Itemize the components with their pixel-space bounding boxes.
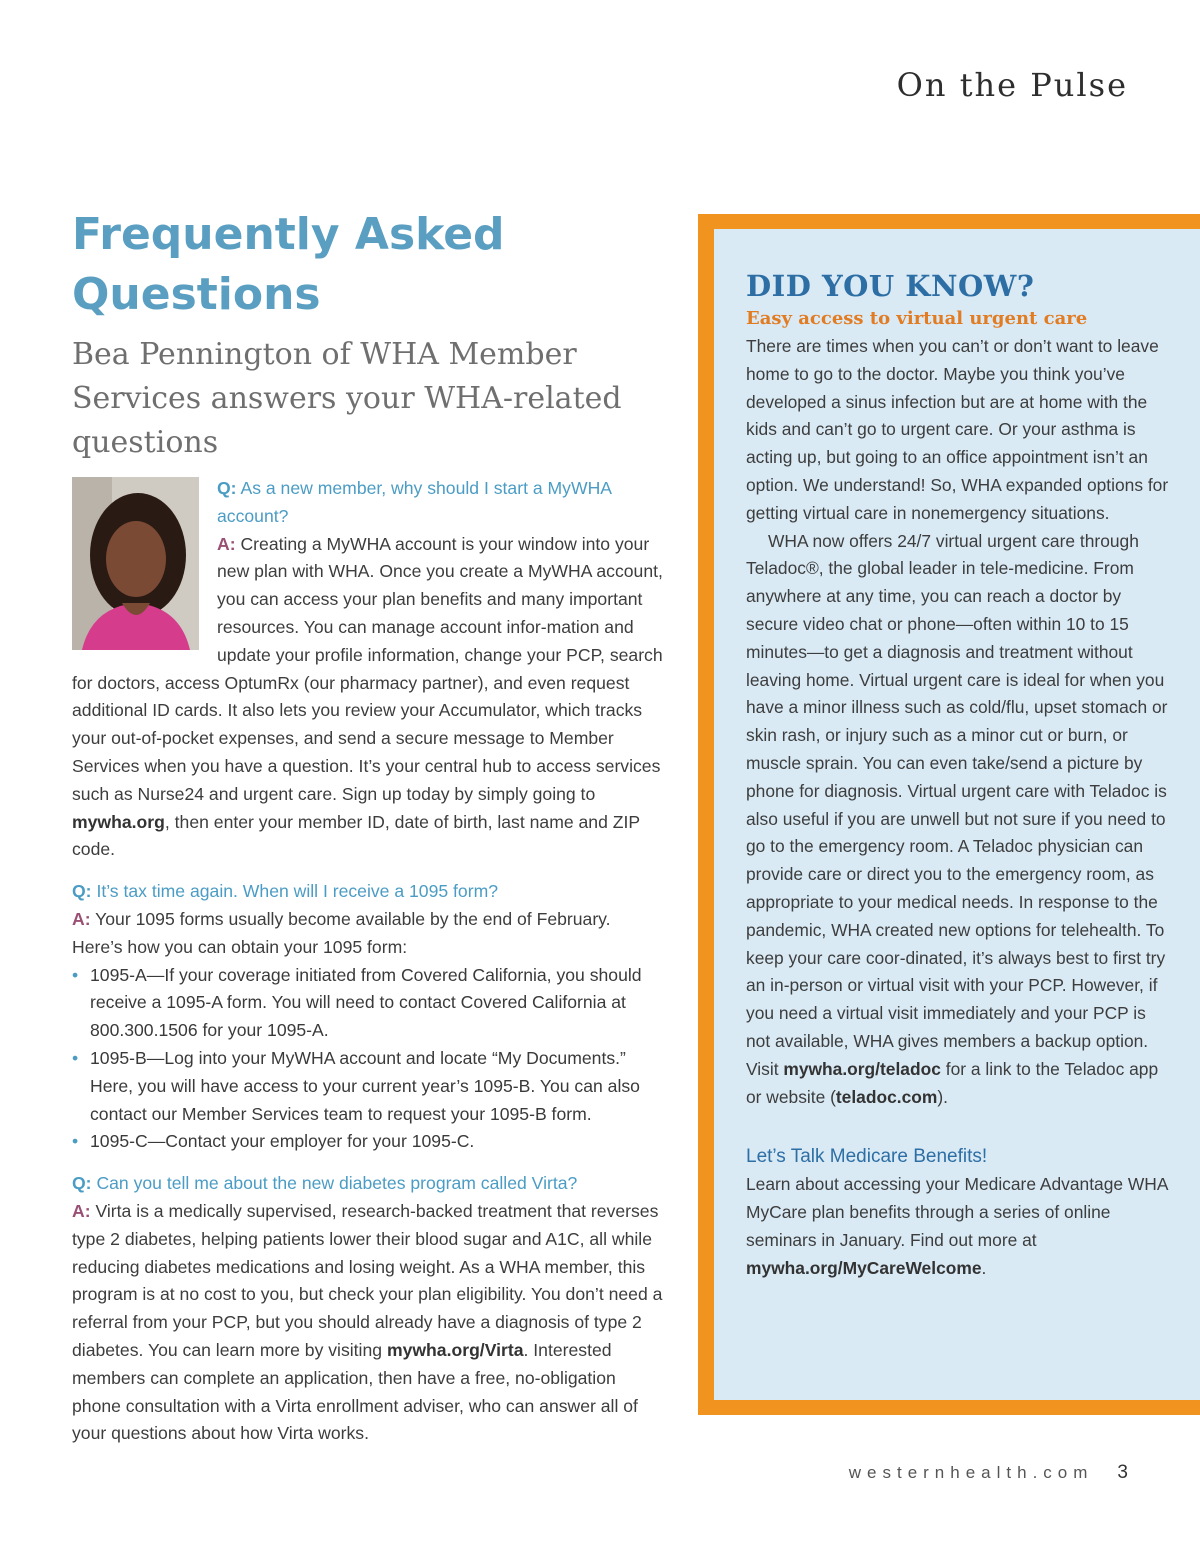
- q3-answer-part1: Virta is a medically supervised, research-backed treatment that reverses type 2 diabetes, helping patients lower their blood sugar and A1C, all while reducing diabetes medications and losing weight. As a WHA member, this program is at no cost to you, but check your plan eligibility. You don’t need a referral from your PCP, but you should already have a diagnosis of type 2 diabetes. You can learn more by visiting: [72, 1200, 663, 1360]
- page-number: 3: [1117, 1462, 1128, 1483]
- q1-question: As a new member, why should I start a MyWHA account?: [217, 478, 612, 526]
- q-label: Q:: [72, 1173, 92, 1194]
- faq-column: [72, 205, 664, 1462]
- teladoc-link[interactable]: mywha.org/teladoc: [783, 1058, 941, 1079]
- form-list: [72, 962, 664, 1157]
- sidebar-subtitle: Easy access to virtual urgent care: [746, 308, 1088, 329]
- faq-q2: [72, 878, 664, 1156]
- q3-question: Can you tell me about the new diabetes program called Virta?: [96, 1173, 578, 1194]
- teladoc-site-link[interactable]: teladoc.com: [835, 1086, 938, 1107]
- q-label: Q:: [217, 478, 237, 498]
- did-you-know-sidebar: [698, 214, 1200, 1415]
- faq-subtitle: Bea Pennington of WHA Member Services answers your WHA-related questions: [72, 337, 622, 460]
- sidebar-title: DID YOU KNOW?: [746, 269, 1035, 303]
- bullet-icon: •: [72, 1047, 79, 1068]
- medicare-text: Learn about accessing your Medicare Advantage WHA MyCare plan benefits through a series of online seminars in January. Find out more at mywha.org/MyCareWelcome.: [746, 1174, 1168, 1278]
- q-label: Q:: [72, 881, 92, 902]
- page-footer: [849, 1462, 1128, 1484]
- medicare-heading: Let’s Talk Medicare Benefits!: [746, 1146, 988, 1168]
- mywha-link[interactable]: mywha.org: [72, 811, 165, 832]
- portrait-illustration: [72, 477, 199, 650]
- sidebar-panel: [714, 229, 1200, 1400]
- q2-answer: Your 1095 forms usually become available by the end of February. Here’s how you can obtain your 1095 form:: [72, 908, 611, 957]
- bullet-icon: •: [72, 1131, 79, 1152]
- sidebar-para2: WHA now offers 24/7 virtual urgent care through Teladoc®, the global leader in tele-medicine. From anywhere at any time, you can reach a doctor by secure video chat or phone—often within 10 to 15 minutes—to get a diagnosis and treatment without leaving home. Virtual urgent care is ideal for when you have a minor illness such as cold/flu, upset stomach or skin rash, or injury such as a minor cut or burn, or muscle sprain. You can even take/send a picture by phone for diagnosis. Virtual urgent care with Teladoc is also useful if you are unwell but not sure if you need to go to the emergency room. A Teladoc physician can provide care or direct you to the emergency room, as appropriate to your medical needs. In response to the pandemic, WHA created new options for telehealth. To keep your care coor-dinated, it’s always best to first try an in-person or virtual visit with your PCP. However, if you need a virtual visit immediately and your PCP is not available, WHA gives members a backup option. Visit mywha.org/teladoc for a link to the Teladoc app or website (teladoc.com).: [746, 530, 1168, 1107]
- a-label: A:: [72, 908, 91, 929]
- a-label: A:: [217, 533, 236, 554]
- list-item: • 1095-A—If your coverage initiated from Covered California, you should receive a 1095-A form. You will need to contact Covered California at 800.300.1506 for your 1095-A.: [72, 962, 664, 1045]
- q2-question: It’s tax time again. When will I receive a 1095 form?: [96, 881, 499, 902]
- virta-link[interactable]: mywha.org/Virta: [386, 1339, 524, 1360]
- sidebar-para1: There are times when you can’t or don’t want to leave home to go to the doctor. Maybe you think you’ve developed a sinus infection but are at home with the kids and can’t go to urgent care. Or your asthma is acting up, but going to an office appointment isn’t an option. We understand! So, WHA expanded options for getting virtual care in nonemergency situations.: [746, 336, 1169, 523]
- q3-answer-part2: . Interested members can complete an application, then have a free, no-obligation phone consultation with a Virta enrollment adviser, who can answer all of your questions about how Virta works.: [72, 1339, 638, 1444]
- list-item: • 1095-C—Contact your employer for your 1095-C.: [72, 1128, 664, 1156]
- section-title: On the Pulse: [896, 66, 1128, 104]
- faq-q3: [72, 1170, 664, 1448]
- faq-q1: [72, 475, 664, 864]
- faq-title: Frequently Asked Questions: [72, 209, 505, 320]
- list-item: • 1095-B—Log into your MyWHA account and locate “My Documents.” Here, you will have access to your current year’s 1095-B. You can also contact our Member Services team to request your 1095-B form.: [72, 1045, 664, 1128]
- a-label: A:: [72, 1200, 91, 1221]
- mycare-link[interactable]: mywha.org/MyCareWelcome: [746, 1257, 982, 1278]
- q1-answer-part2: , then enter your member ID, date of birth, last name and ZIP code.: [72, 811, 640, 860]
- footer-site[interactable]: westernhealth.com: [848, 1463, 1094, 1482]
- bullet-icon: •: [72, 964, 79, 985]
- portrait-photo: [72, 477, 199, 650]
- q1-answer-part1: Creating a MyWHA account is your window into your new plan with WHA. Once you create a MyWHA account, you can access your plan benefits and many important resources. You can manage account infor-mation and update your profile information, change your PCP, search for doctors, access OptumRx (our pharmacy partner), and even request additional ID cards. It also lets you review your Accumulator, which tracks your out-of-pocket expenses, and send a secure message to Member Services when you have a question. It’s your central hub to access services such as Nurse24 and urgent care. Sign up today by simply going to: [72, 533, 663, 804]
